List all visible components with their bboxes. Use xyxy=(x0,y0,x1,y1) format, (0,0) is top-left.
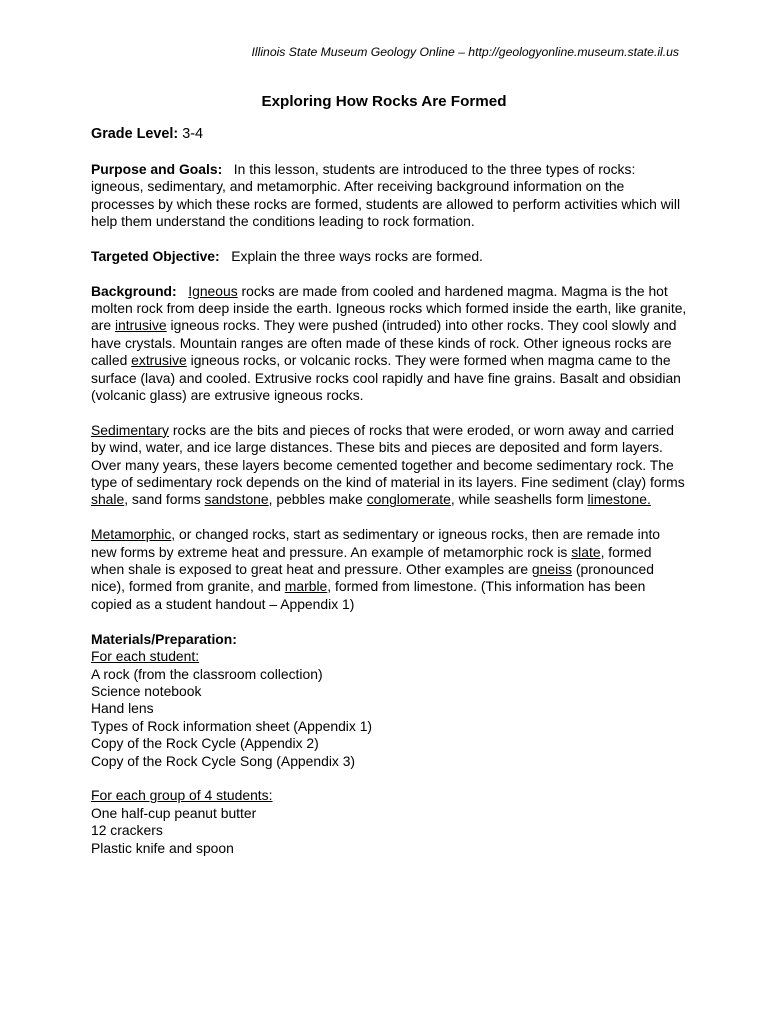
conglomerate-term: conglomerate xyxy=(366,491,451,508)
purpose-text: In this lesson, students are introduced to the three types of rocks: igneous, sedimentary, and metamorphic. After receiving background information on the processes by which these rocks are formed, students are allowed to perform activities which will help them understand the conditions leading to rock formation. xyxy=(91,160,681,230)
list-item: Copy of the Rock Cycle (Appendix 2) xyxy=(91,735,319,752)
sandstone-term: sandstone xyxy=(204,491,269,508)
igneous-term: Igneous xyxy=(188,282,238,299)
purpose-paragraph xyxy=(91,161,687,231)
materials-section xyxy=(91,631,687,770)
background-label: Background: xyxy=(91,282,177,299)
student-materials-heading: For each student: xyxy=(91,648,200,665)
marble-term: marble xyxy=(284,578,328,595)
intrusive-term: intrusive xyxy=(114,317,167,334)
metamorphic-text-3: (pronounced nice), formed from granite, and xyxy=(91,561,654,595)
list-item: A rock (from the classroom collection) xyxy=(91,665,323,682)
igneous-text-1: rocks are made from cooled and hardened magma. Magma is the hot molten rock from deep inside the earth. Igneous rocks which formed inside the earth, like granite, are xyxy=(91,282,687,334)
document-body xyxy=(91,126,687,874)
metamorphic-term: Metamorphic xyxy=(91,526,172,543)
extrusive-term: extrusive xyxy=(131,352,187,369)
igneous-text-2: igneous rocks. They were pushed (intruded) into other rocks. They cool slowly and have crystals. Mountain ranges are often made of these kinds of rock. Other igneous rocks are called xyxy=(91,317,677,369)
limestone-term: limestone. xyxy=(587,491,651,508)
materials-heading: Materials/Preparation: xyxy=(91,630,237,647)
shale-term: shale xyxy=(91,491,125,508)
list-item: 12 crackers xyxy=(91,822,163,839)
sedimentary-text-4: , while seashells form xyxy=(450,491,588,508)
objective-paragraph xyxy=(91,248,687,265)
sedimentary-text-2: , sand forms xyxy=(124,491,205,508)
metamorphic-paragraph xyxy=(91,526,687,613)
grade-level-value: 3-4 xyxy=(182,126,203,142)
list-item: Types of Rock information sheet (Appendix 1) xyxy=(91,717,373,734)
grade-level-label: Grade Level: xyxy=(91,126,179,142)
sedimentary-term: Sedimentary xyxy=(91,421,169,438)
list-item: One half-cup peanut butter xyxy=(91,804,257,821)
igneous-text-3: igneous rocks, or volcanic rocks. They were formed when magma came to the surface (lava) and cooled. Extrusive rocks cool rapidly and have fine grains. Basalt and obsidian (volcanic glass) are extrusive igneous rocks. xyxy=(91,352,681,404)
sedimentary-paragraph xyxy=(91,422,687,509)
metamorphic-text-1: , or changed rocks, start as sedimentary or igneous rocks, then are remade into new forms by extreme heat and pressure. An example of metamorphic rock is xyxy=(91,526,661,560)
list-item: Plastic knife and spoon xyxy=(91,839,234,856)
group-materials-heading: For each group of 4 students: xyxy=(91,787,273,804)
slate-term: slate xyxy=(571,543,601,560)
metamorphic-text-2: , formed when shale is exposed to great heat and pressure. Other examples are xyxy=(91,543,652,578)
document-title: Exploring How Rocks Are Formed xyxy=(261,93,507,110)
sedimentary-text-3: , pebbles make xyxy=(268,491,367,508)
grade-level xyxy=(91,126,687,143)
objective-text: Explain the three ways rocks are formed. xyxy=(231,247,483,264)
page-header-source: Illinois State Museum Geology Online – http://geologyonline.museum.state.il.us xyxy=(251,45,679,59)
list-item: Copy of the Rock Cycle Song (Appendix 3) xyxy=(91,752,356,769)
group-materials-section xyxy=(91,787,687,857)
metamorphic-text-4: , formed from limestone. (This information has been copied as a student handout – Appendix 1) xyxy=(91,578,646,612)
list-item: Hand lens xyxy=(91,700,154,717)
objective-label: Targeted Objective: xyxy=(91,247,220,264)
list-item: Science notebook xyxy=(91,682,202,699)
gneiss-term: gneiss xyxy=(531,561,573,578)
background-igneous-paragraph xyxy=(91,283,687,405)
purpose-label: Purpose and Goals: xyxy=(91,160,223,177)
sedimentary-text-1: rocks are the bits and pieces of rocks that were eroded, or worn away and carried by wind, water, and ice large distances. These bits and pieces are deposited and form layers. Over many years, these layers become cemented together and become sedimentary rock. The type of sedimentary rock depends on the kind of material in its layers. Fine sediment (clay) forms xyxy=(91,421,685,491)
